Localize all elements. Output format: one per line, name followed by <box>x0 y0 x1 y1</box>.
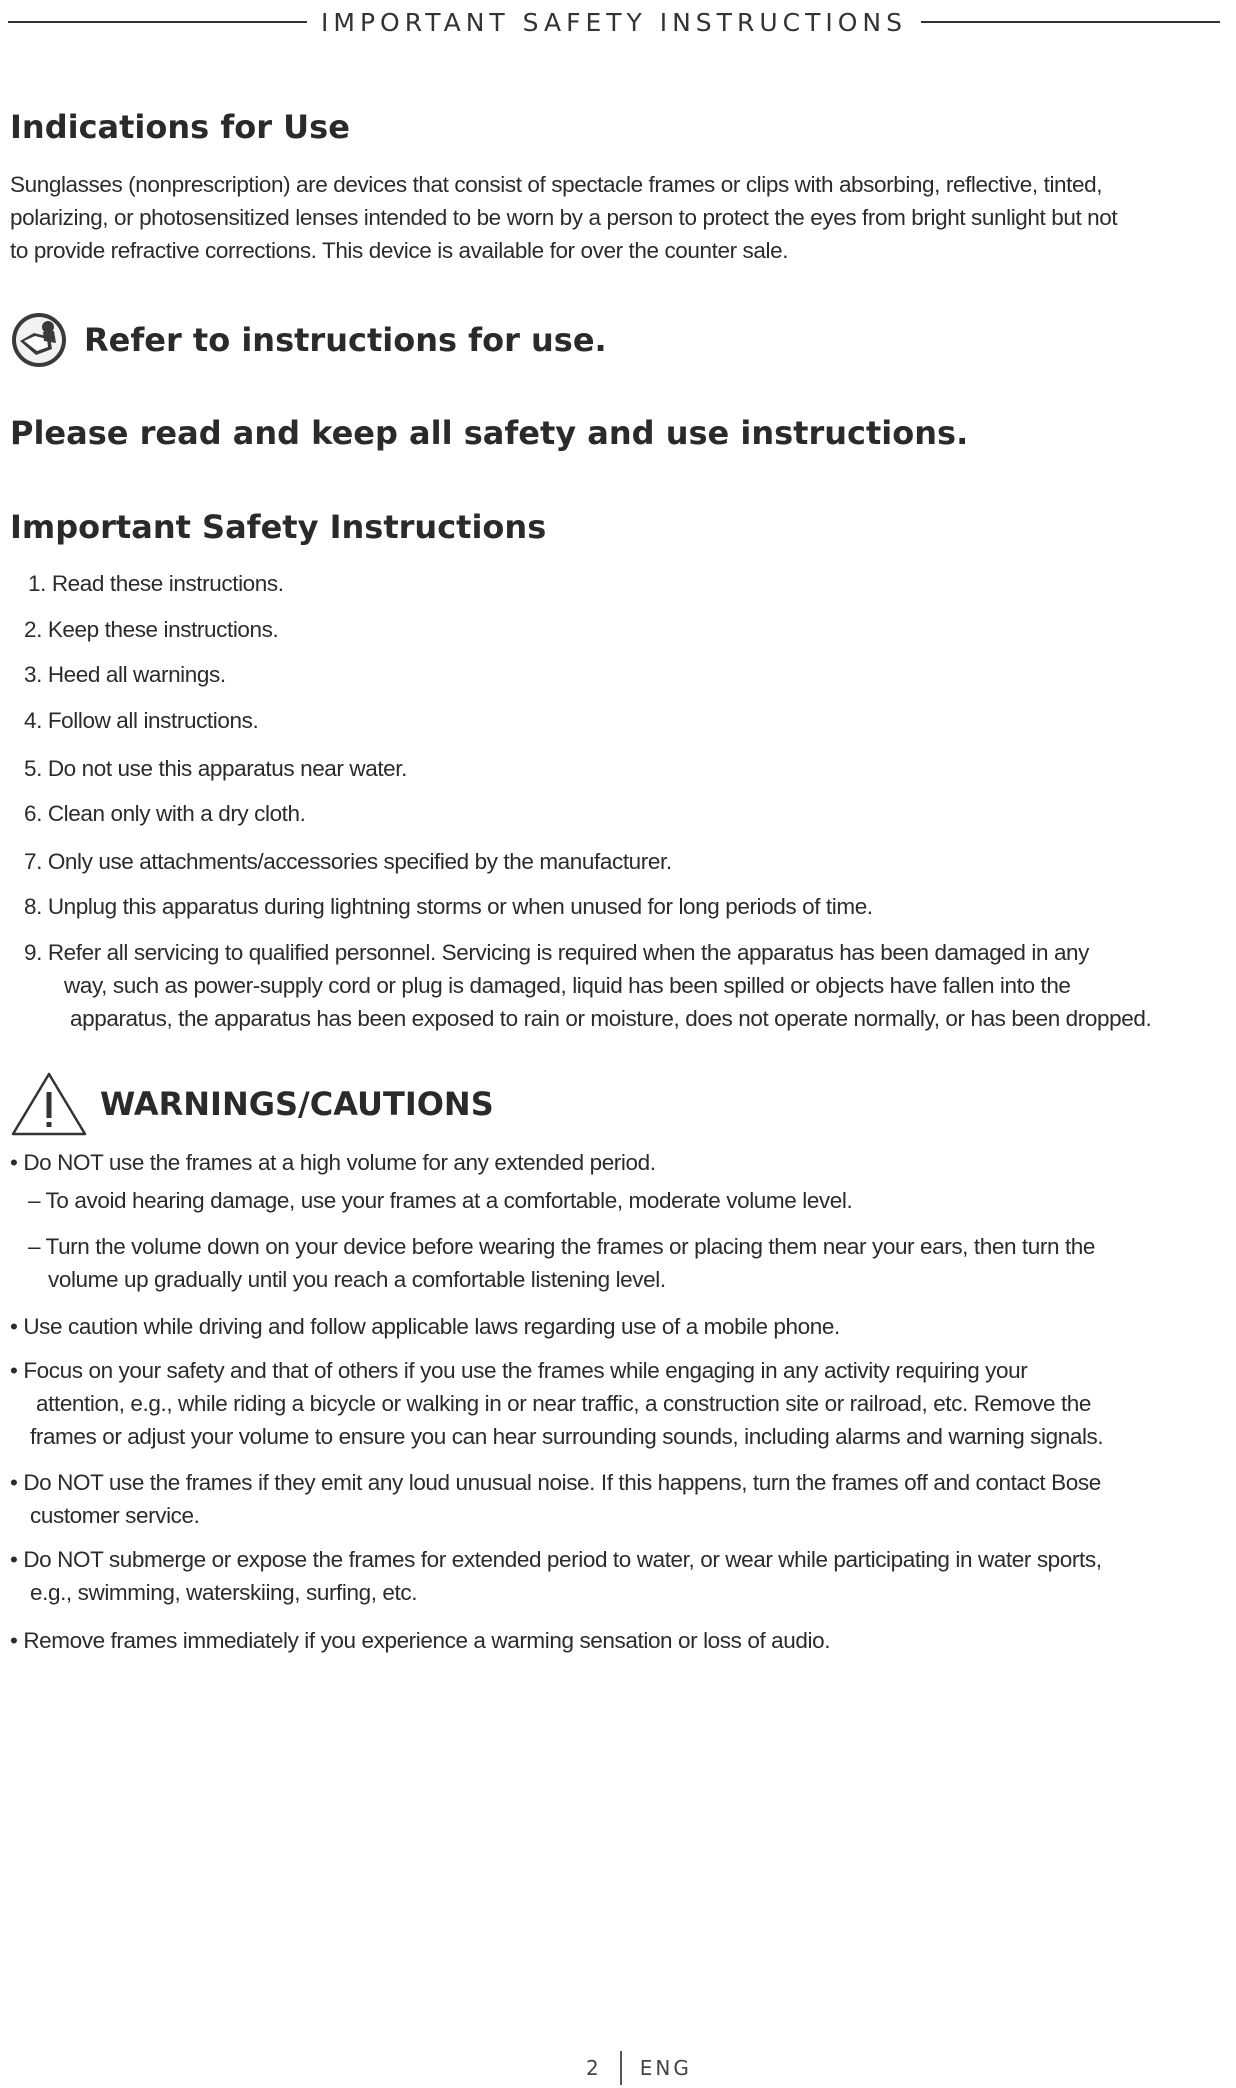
footer-divider <box>620 2051 622 2085</box>
list-item: 7. Only use attachments/accessories specified by the manufacturer. <box>24 849 672 874</box>
refer-text: Refer to instructions for use. <box>84 321 607 359</box>
language-label: ENG <box>639 2056 692 2080</box>
indications-heading: Indications for Use <box>10 108 350 146</box>
list-item-continuation: apparatus, the apparatus has been exposed to rain or moisture, does not operate normally, or has been dropped. <box>70 1006 1152 1031</box>
warnings-heading-row <box>10 1070 494 1138</box>
header-rule-left <box>8 21 307 23</box>
warning-line: • Do NOT use the frames if they emit any loud unusual noise. If this happens, turn the frames off and contact Bose <box>10 1470 1101 1495</box>
warning-line: customer service. <box>30 1503 200 1528</box>
list-item: 4. Follow all instructions. <box>24 708 259 733</box>
indications-line-1: Sunglasses (nonprescription) are devices that consist of spectacle frames or clips with absorbing, reflective, tinted, <box>10 172 1103 197</box>
header-title: IMPORTANT SAFETY INSTRUCTIONS <box>321 7 907 37</box>
page-number: 2 <box>586 2056 602 2080</box>
warning-line: – To avoid hearing damage, use your frames at a comfortable, moderate volume level. <box>28 1188 853 1213</box>
please-read-heading: Please read and keep all safety and use instructions. <box>10 414 969 452</box>
warning-line: • Focus on your safety and that of others if you use the frames while engaging in any activity requiring your <box>10 1358 1028 1383</box>
list-item: 9. Refer all servicing to qualified personnel. Servicing is required when the apparatus has been damaged in any <box>24 940 1090 965</box>
warning-line: e.g., swimming, waterskiing, surfing, etc. <box>30 1580 418 1605</box>
list-item-continuation: way, such as power-supply cord or plug is damaged, liquid has been spilled or objects have fallen into the <box>64 973 1071 998</box>
refer-instructions-row <box>10 310 607 370</box>
list-item: 8. Unplug this apparatus during lightning storms or when unused for long periods of time. <box>24 894 873 919</box>
warning-line: • Do NOT use the frames at a high volume for any extended period. <box>10 1150 656 1175</box>
warning-line: – Turn the volume down on your device before wearing the frames or placing them near your ears, then turn the <box>28 1234 1096 1259</box>
warning-line: • Do NOT submerge or expose the frames for extended period to water, or wear while participating in water sports, <box>10 1547 1102 1572</box>
list-item: 5. Do not use this apparatus near water. <box>24 756 407 781</box>
indications-line-2: polarizing, or photosensitized lenses intended to be worn by a person to protect the eyes from bright sunlight but not <box>10 205 1118 230</box>
list-item: 1. Read these instructions. <box>28 571 284 596</box>
list-item: 3. Heed all warnings. <box>24 662 226 687</box>
warning-line: • Use caution while driving and follow applicable laws regarding use of a mobile phone. <box>10 1314 840 1339</box>
header-rule-right <box>921 21 1220 23</box>
page-header <box>8 4 1220 40</box>
page-footer <box>586 2050 692 2086</box>
safety-heading: Important Safety Instructions <box>10 508 547 546</box>
reader-icon <box>10 311 68 369</box>
warning-triangle-icon <box>10 1070 88 1138</box>
warnings-heading: WARNINGS/CAUTIONS <box>100 1085 494 1123</box>
warning-line: volume up gradually until you reach a comfortable listening level. <box>48 1267 666 1292</box>
list-item: 2. Keep these instructions. <box>24 617 279 642</box>
indications-line-3: to provide refractive corrections. This device is available for over the counter sale. <box>10 238 789 263</box>
list-item: 6. Clean only with a dry cloth. <box>24 801 306 826</box>
warning-line: • Remove frames immediately if you experience a warming sensation or loss of audio. <box>10 1628 831 1653</box>
warning-line: attention, e.g., while riding a bicycle or walking in or near traffic, a construction site or railroad, etc. Remove the <box>36 1391 1092 1416</box>
warning-line: frames or adjust your volume to ensure you can hear surrounding sounds, including alarms and warning signals. <box>30 1424 1104 1449</box>
